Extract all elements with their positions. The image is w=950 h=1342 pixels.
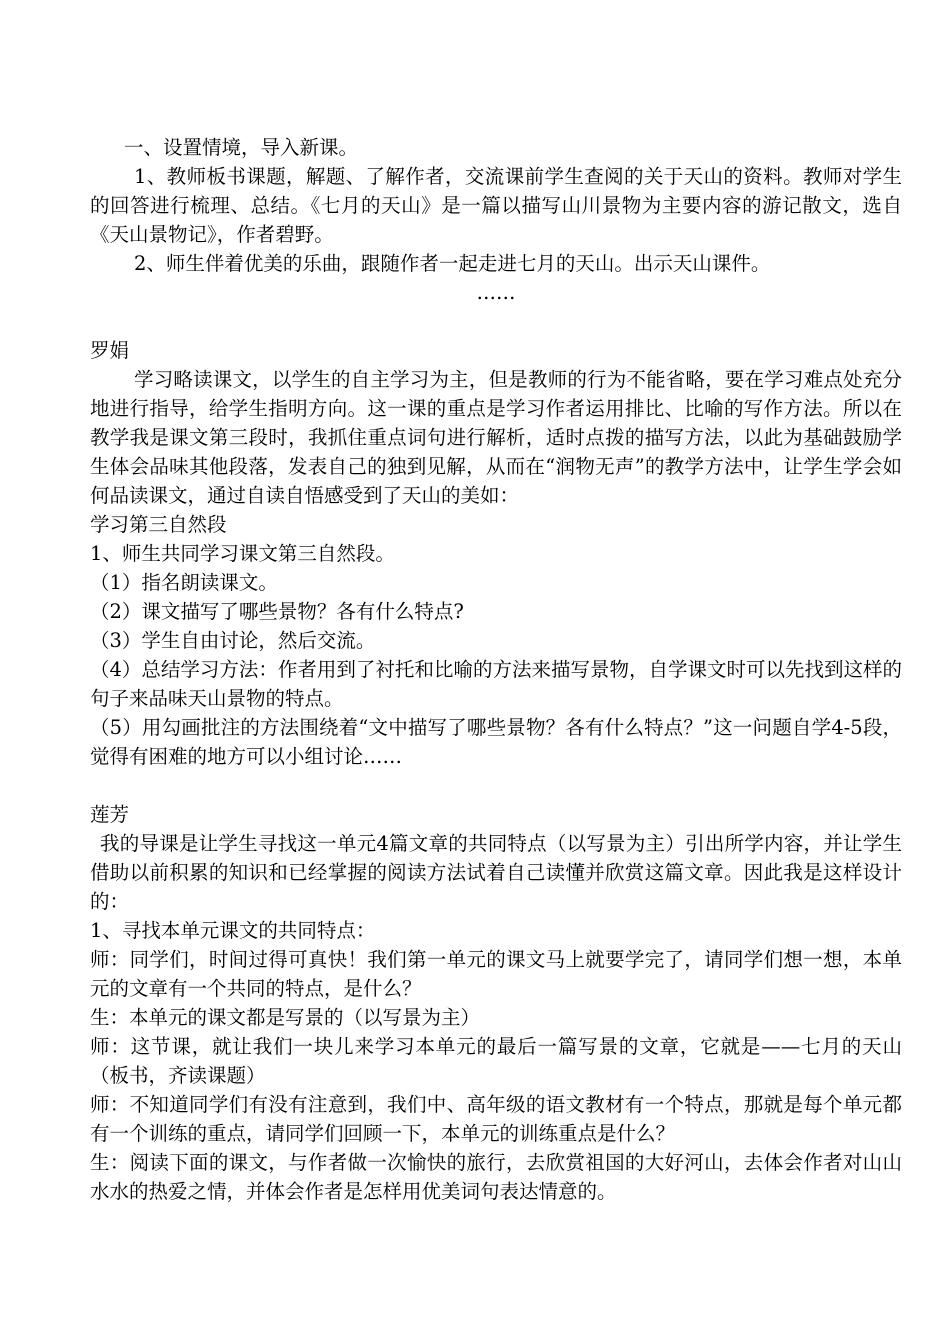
section2-q1: （1）指名朗读课文。 bbox=[90, 571, 278, 594]
spacer bbox=[90, 307, 902, 336]
section3-dialogue-5: 生：阅读下面的课文，与作者做一次愉快的旅行，去欣赏祖国的大好河山，去体会作者对山山水水的热爱之情，并体会作者是怎样用优美词句表达情意的。 bbox=[90, 1151, 902, 1203]
section1-item1: 1、教师板书课题，解题、了解作者，交流课前学生查阅的关于天山的资料。教师对学生的回答进行梳理、总结。《七月的天山》是一篇以描写山川景物为主要内容的游记散文，选自《天山景物记》，作者碧野。 bbox=[90, 165, 902, 246]
section3-dialogue-3: 师：这节课，就让我们一块儿来学习本单元的最后一篇写景的文章，它就是——七月的天山（板书，齐读课题） bbox=[90, 1035, 902, 1087]
section1-ellipsis: …… bbox=[476, 281, 516, 304]
section3-step1: 1、寻找本单元课文的共同特点： bbox=[90, 919, 376, 942]
document-page bbox=[90, 133, 902, 1206]
section2-q2: （2）课文描写了哪些景物？各有什么特点? bbox=[90, 600, 464, 623]
section3-dialogue-2: 生：本单元的课文都是写景的（以写景为主） bbox=[90, 1006, 481, 1029]
spacer bbox=[90, 771, 902, 800]
section1-item2: 2、师生伴着优美的乐曲，跟随作者一起走进七月的天山。出示天山课件。 bbox=[134, 252, 771, 275]
section3-dialogue-1: 师：同学们，时间过得可真快！我们第一单元的课文马上就要学完了，请同学们想一想，本单元的文章有一个共同的特点，是什么？ bbox=[90, 948, 902, 1000]
section2-q4: （4）总结学习方法：作者用到了衬托和比喻的方法来描写景物，自学课文时可以先找到这样的句子来品味天山景物的特点。 bbox=[90, 658, 902, 710]
section2-step1: 1、师生共同学习课文第三自然段。 bbox=[90, 542, 395, 565]
section3-intro: 我的导课是让学生寻找这一单元4篇文章的共同特点（以写景为主）引出所学内容，并让学生借助以前积累的知识和已经掌握的阅读方法试着自己读懂并欣赏这篇文章。因此我是这样设计的： bbox=[90, 832, 902, 913]
section3-author: 莲芳 bbox=[90, 803, 130, 826]
section2-q5: （5）用勾画批注的方法围绕着“文中描写了哪些景物？各有什么特点？”这一问题自学4-5段，觉得有困难的地方可以小组讨论…… bbox=[90, 716, 902, 768]
section1-heading: 一、设置情境，导入新课。 bbox=[124, 136, 359, 159]
section3-dialogue-4: 师：不知道同学们有没有注意到，我们中、高年级的语文教材有一个特点，那就是每个单元都有一个训练的重点，请同学们回顾一下，本单元的训练重点是什么？ bbox=[90, 1093, 902, 1145]
section2-q3: （3）学生自由讨论，然后交流。 bbox=[90, 629, 376, 652]
section2-subheading: 学习第三自然段 bbox=[90, 513, 227, 536]
section2-author: 罗娟 bbox=[90, 339, 130, 362]
section2-intro: 学习略读课文，以学生的自主学习为主，但是教师的行为不能省略，要在学习难点处充分地进行指导，给学生指明方向。这一课的重点是学习作者运用排比、比喻的写作方法。所以在教学我是课文第三段时，我抓住重点词句进行解析，适时点拨的描写方法，以此为基础鼓励学生体会品味其他段落，发表自己的独到见解，从而在“润物无声”的教学方法中，让学生学会如何品读课文，通过自读自悟感受到了天山的美如： bbox=[90, 368, 902, 507]
